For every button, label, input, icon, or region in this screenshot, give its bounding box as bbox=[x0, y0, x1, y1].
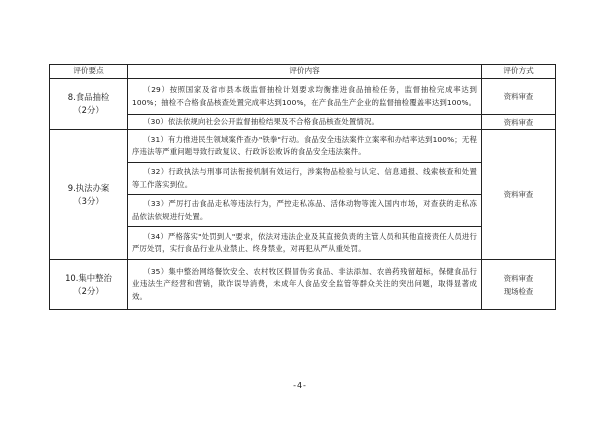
method-cell: 资料审查 现场检查 bbox=[482, 260, 556, 310]
category-title: 10.集中整治 bbox=[65, 272, 112, 283]
header-key-points: 评价要点 bbox=[50, 65, 128, 79]
item-31: （31）有力推进民生领域案件查办"铁拳"行动。食品安全违法案件立案率和办结率达到100%；无程序违法等严重问题导致行政复议、行政诉讼败诉的食品安全违法案件。 bbox=[128, 130, 482, 163]
table-row bbox=[50, 79, 556, 115]
category-score: （3分） bbox=[73, 195, 104, 206]
category-score: （2分） bbox=[73, 285, 104, 296]
page-number: -4- bbox=[293, 381, 307, 390]
method-cell: 资料审查 bbox=[482, 79, 556, 115]
item-33: （33）严厉打击食品走私等违法行为，严控走私冻品、活体动物等流入国内市场，对查获的走私冻品依法依规进行处置。 bbox=[128, 195, 482, 227]
category-title: 8.食品抽检 bbox=[67, 92, 110, 102]
header-content: 评价内容 bbox=[128, 65, 482, 79]
method-cell: 资料审查 bbox=[482, 130, 556, 260]
item-30: （30）依法依规向社会公开监督抽检结果及不合格食品核查处置情况。 bbox=[128, 115, 482, 130]
header-method: 评价方式 bbox=[482, 65, 556, 79]
category-cell bbox=[50, 130, 128, 260]
method-cell: 资料审查 bbox=[482, 115, 556, 130]
item-29: （29）按照国家及省市县本级监督抽检计划要求均衡推进食品抽检任务，监督抽检完成率达到100%；抽检不合格食品核查处置完成率达到100%，在产食品生产企业的监督抽检覆盖率达到100%。 bbox=[128, 79, 482, 115]
category-cell bbox=[50, 79, 128, 130]
item-34: （34）严格落实"处罚到人"要求，依法对违法企业及其直接负责的主管人员和其他直接责任人员进行严厉处罚，实行食品行业从业禁止、终身禁业，对再犯从严从重处罚。 bbox=[128, 227, 482, 260]
category-title: 9.执法办案 bbox=[67, 182, 110, 193]
evaluation-table bbox=[49, 64, 556, 310]
table-header-row bbox=[50, 65, 556, 79]
table-row bbox=[50, 130, 556, 163]
item-32: （32）行政执法与刑事司法衔接机制有效运行，涉案物品检验与认定、信息通报、线索核查和处置等工作落实到位。 bbox=[128, 163, 482, 195]
category-cell bbox=[50, 260, 128, 310]
item-35: （35）集中整治网络餐饮安全、农村牧区假冒伪劣食品、非法添加、农兽药残留超标，保健食品行业违法生产经营和营销，欺诈误导消费，未成年人食品安全监管等群众关注的突出问题，取得显著成效。 bbox=[128, 260, 482, 310]
category-score: （2分） bbox=[73, 105, 104, 115]
table-row bbox=[50, 260, 556, 310]
